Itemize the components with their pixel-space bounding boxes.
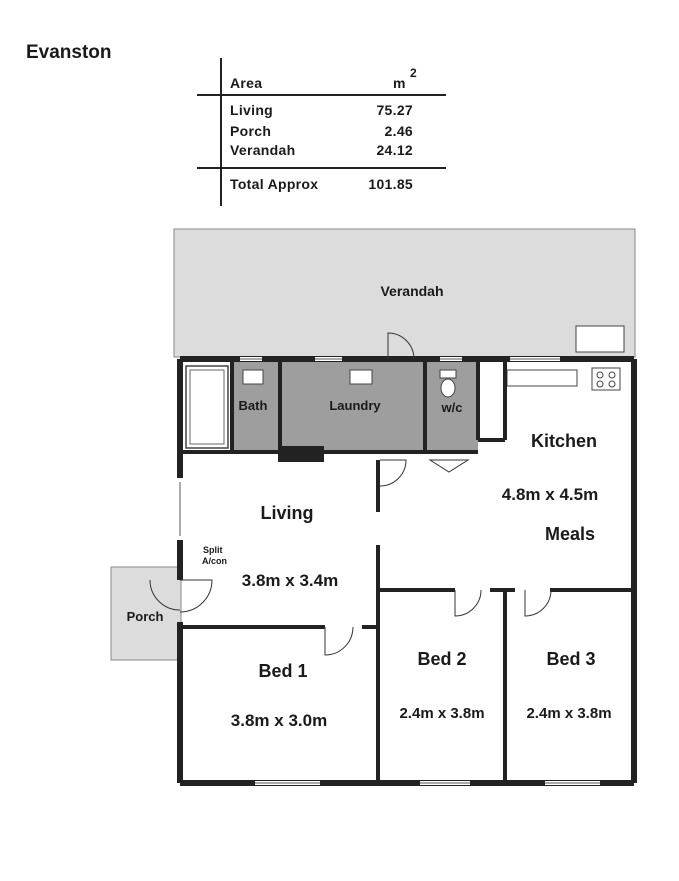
label-split-ac-line1: Split bbox=[203, 545, 223, 555]
area-row-value: 75.27 bbox=[376, 102, 413, 118]
area-header-unit: m bbox=[393, 75, 406, 91]
label-porch: Porch bbox=[126, 609, 164, 624]
area-total-name: Total Approx bbox=[230, 176, 319, 192]
verandah-bbq bbox=[576, 326, 624, 352]
area-row-value: 24.12 bbox=[376, 142, 413, 158]
label-meals: Meals bbox=[544, 524, 596, 544]
toilet-cistern bbox=[440, 370, 456, 378]
area-total-value: 101.85 bbox=[368, 176, 413, 192]
area-header-unit-sup: 2 bbox=[410, 66, 417, 80]
bathtub bbox=[186, 366, 228, 448]
label-bed1: Bed 1 bbox=[258, 661, 308, 681]
label-bed1-size: 3.8m x 3.0m bbox=[230, 711, 328, 730]
label-wc: w/c bbox=[441, 400, 463, 415]
label-bath: Bath bbox=[238, 398, 268, 413]
toilet bbox=[441, 379, 455, 397]
label-kitchen-size: 4.8m x 4.5m bbox=[501, 485, 599, 504]
kitchen-stove bbox=[592, 368, 620, 390]
label-verandah: Verandah bbox=[380, 283, 444, 299]
label-bed2-size: 2.4m x 3.8m bbox=[399, 705, 485, 722]
area-row-name: Porch bbox=[230, 123, 272, 139]
label-split-ac-line2: A/con bbox=[202, 556, 228, 566]
label-living-size: 3.8m x 3.4m bbox=[241, 571, 339, 590]
label-bed3-size: 2.4m x 3.8m bbox=[526, 705, 612, 722]
heater bbox=[278, 446, 324, 462]
label-kitchen: Kitchen bbox=[530, 431, 598, 451]
label-bed2: Bed 2 bbox=[417, 649, 467, 669]
plan-title: Evanston bbox=[26, 42, 112, 63]
label-laundry: Laundry bbox=[329, 398, 381, 413]
kitchen-sink bbox=[507, 370, 577, 386]
area-row-value: 2.46 bbox=[384, 123, 413, 139]
label-bed3: Bed 3 bbox=[546, 649, 596, 669]
area-row-name: Verandah bbox=[230, 142, 296, 158]
laundry-trough bbox=[350, 370, 372, 384]
area-row-name: Living bbox=[230, 102, 274, 118]
label-living: Living bbox=[260, 503, 314, 523]
area-header-label: Area bbox=[230, 75, 263, 91]
bath-basin bbox=[243, 370, 263, 384]
